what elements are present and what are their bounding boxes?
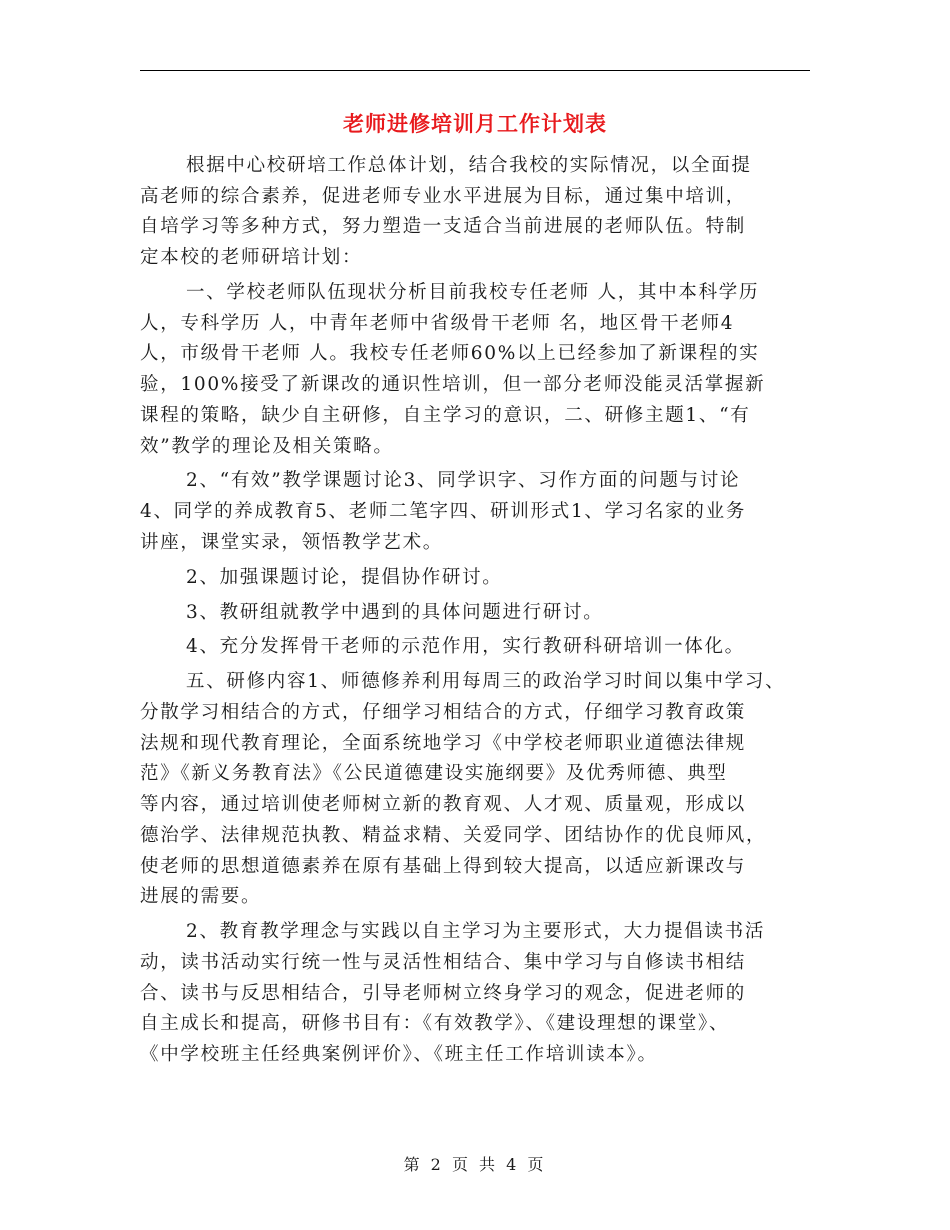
text-line: 根据中心校研培工作总体计划，结合我校的实际情况，以全面提 (186, 155, 752, 176)
paragraph-item-4 (140, 632, 820, 663)
paragraph-section-one (140, 278, 820, 462)
text-line: 高老师的综合素养，促进老师专业水平进展为目标，通过集中培训， (140, 185, 747, 207)
text-line: 人，专科学历 人，中青年老师中省级骨干老师 名，地区骨干老师4 (140, 312, 735, 334)
text-line: 自主成长和提高，研修书目有：《有效教学》、《建设理想的课堂》、 (140, 1013, 730, 1035)
text-line: 自培学习等多种方式，努力塑造一支适合当前进展的老师队伍。特制 (140, 216, 747, 238)
text-line: 法规和现代教育理论，全面系统地学习《中学校老师职业道德法律规 (140, 732, 747, 754)
text-line: 《中学校班主任经典案例评价》、《班主任工作培训读本》。 (140, 1044, 658, 1065)
paragraph-item-2 (140, 563, 820, 594)
text-line: 2、教育教学理念与实践以自主学习为主要形式，大力提倡读书活 (186, 921, 766, 943)
paragraph-teaching-practice (140, 917, 820, 1071)
text-line: 2、“有效”教学课题讨论3、同学识字、习作方面的问题与讨论 (186, 470, 741, 492)
text-line: 分散学习相结合的方式，仔细学习相结合的方式，仔细学习教育政策 (140, 702, 747, 724)
text-line: 等内容，通过培训使老师树立新的教育观、人才观、质量观，形成以 (140, 794, 747, 816)
text-line: 讲座，课堂实录，领悟教学艺术。 (140, 531, 444, 553)
text-line: 合、读书与反思相结合，引导老师树立终身学习的观念，促进老师的 (140, 982, 747, 1004)
text-line: 3、教研组就教学中遇到的具体问题进行研讨。 (186, 601, 604, 623)
document-body (140, 151, 820, 1075)
text-line: 4、同学的养成教育5、老师二笔字四、研训形式1、学习名家的业务 (140, 501, 747, 523)
text-line: 效”教学的理论及相关策略。 (140, 435, 394, 457)
text-line: 使老师的思想道德素养在原有基础上得到较大提高，以适应新课改与 (140, 855, 747, 877)
page-number: 第 2 页 共 4 页 (403, 1155, 547, 1174)
document-title: 老师进修培训月工作计划表 (343, 111, 607, 136)
text-line: 五、研修内容1、师德修养利用每周三的政治学习时间以集中学习、 (186, 671, 786, 693)
text-line: 人，市级骨干老师 人。我校专任老师60%以上已经参加了新课程的实 (140, 343, 760, 365)
text-line: 德治学、法律规范执教、精益求精、关爱同学、团结协作的优良师风， (140, 824, 767, 846)
text-line: 验，100%接受了新课改的通识性培训，但一部分老师没能灵活掌握新 (140, 374, 766, 396)
text-line: 2、加强课题讨论，提倡协作研讨。 (186, 566, 503, 588)
paragraph-item-3 (140, 598, 820, 629)
paragraph-intro (140, 151, 820, 274)
text-line: 定本校的老师研培计划： (140, 247, 363, 269)
text-line: 一、学校老师队伍现状分析目前我校专任老师 人，其中本科学历 (186, 282, 760, 303)
text-line: 动，读书活动实行统一性与灵活性相结合、集中学习与自修读书相结 (140, 951, 747, 973)
text-line: 4、充分发挥骨干老师的示范作用，实行教研科研培训一体化。 (186, 636, 745, 658)
text-line: 进展的需要。 (140, 886, 262, 908)
text-line: 范》《新义务教育法》《公民道德建设实施纲要》及优秀师德、典型 (140, 763, 728, 785)
paragraph-section-five (140, 667, 820, 913)
text-line: 课程的策略，缺少自主研修，自主学习的意识，二、研修主题1、“有 (140, 404, 751, 426)
header-rule (140, 70, 810, 71)
paragraph-topics (140, 466, 820, 558)
